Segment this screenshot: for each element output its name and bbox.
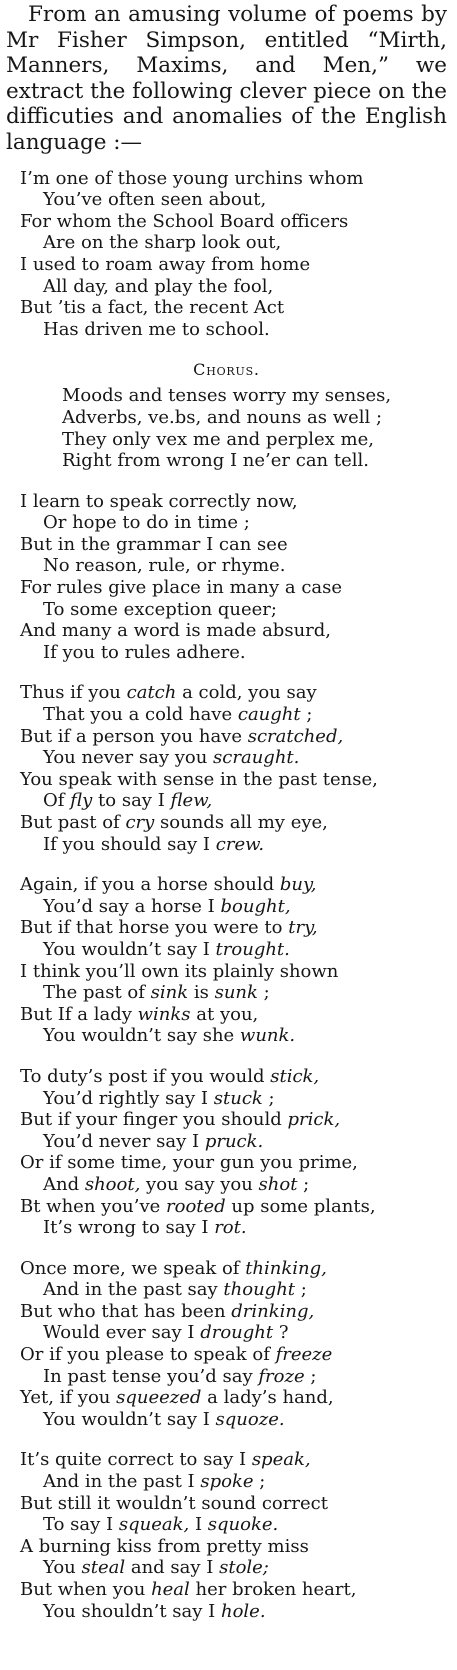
- verse-line: [6, 211, 447, 233]
- verse-text: Moods and tenses worry my senses,: [62, 385, 392, 407]
- verse-line: [6, 385, 447, 407]
- verse-text: at you,: [190, 1003, 259, 1025]
- italic-word: stole;: [219, 1557, 269, 1579]
- verse-text: I learn to speak correctly now,: [20, 490, 298, 512]
- verse-text: Right from wrong I ne’er can tell.: [62, 450, 369, 472]
- intro-paragraph: From an amusing volume of poems by Mr Fisher Simpson, entitled “Mirth, Manners, Maxims, and Men,” we extract the following clever piece on the difficuties and anomalies of the English language :—: [6, 2, 447, 155]
- verse-line: [6, 1449, 447, 1471]
- verse-line: [6, 682, 447, 704]
- verse-line: [6, 642, 447, 664]
- verse-text: sounds all my eye,: [154, 812, 328, 833]
- italic-word: drought: [200, 1322, 274, 1344]
- verse-line: [6, 769, 447, 791]
- verse-line: [6, 1301, 447, 1323]
- italic-word: flew,: [170, 790, 213, 812]
- italic-word: rooted: [166, 1195, 226, 1217]
- verse-text: To say I: [43, 1514, 119, 1536]
- verse-text: ?: [273, 1322, 289, 1344]
- verse-text: I think you’ll own its plainly shown: [20, 960, 339, 982]
- stanza-5: [6, 1066, 447, 1239]
- verse-text: Or if you please to speak of: [20, 1344, 276, 1366]
- italic-word: heal: [151, 1579, 190, 1600]
- chorus-heading: Chorus.: [193, 360, 260, 380]
- verse-text: is: [188, 982, 215, 1004]
- italic-word: squeezed: [116, 1387, 202, 1409]
- verse-line: [6, 939, 447, 961]
- verse-line: [6, 1557, 447, 1579]
- italic-word: rot.: [214, 1217, 247, 1239]
- verse-text: That you a cold have: [43, 704, 238, 726]
- verse-line: [6, 982, 447, 1004]
- verse-line: [6, 812, 447, 834]
- italic-word: shot: [258, 1173, 298, 1195]
- verse-text: and say I: [125, 1557, 220, 1579]
- italic-word: try,: [288, 917, 318, 939]
- verse-line: [6, 917, 447, 939]
- italic-word: bought,: [220, 895, 291, 917]
- verse-line: [6, 961, 447, 983]
- verse-text: In past tense you’d say: [43, 1365, 259, 1387]
- verse-text: You’d rightly say I: [43, 1087, 214, 1109]
- verse-text: You wouldn’t say she: [43, 1025, 240, 1047]
- italic-word: buy,: [279, 874, 317, 896]
- verse-line: [6, 1366, 447, 1388]
- verse-text: But ’tis a fact, the recent Act: [20, 297, 285, 319]
- verse-text: You speak with sense in the past tense,: [20, 768, 378, 790]
- verse-text: To duty’s post if you would: [20, 1065, 271, 1087]
- verse-text: a cold, you say: [176, 682, 317, 704]
- verse-line: [6, 232, 447, 254]
- verse-text: But If a lady: [20, 1003, 138, 1025]
- verse-line: [6, 1196, 447, 1218]
- stanza-3: [6, 682, 447, 855]
- verse-line: [6, 1344, 447, 1366]
- verse-line: [6, 319, 447, 341]
- verse-text: Of: [43, 790, 71, 812]
- verse-text: up some plants,: [225, 1195, 376, 1217]
- italic-word: pruck.: [204, 1130, 264, 1152]
- verse-text: But in the grammar I can see: [20, 533, 288, 555]
- italic-word: trought.: [215, 938, 290, 960]
- verse-text: ;: [295, 1279, 307, 1301]
- verse-line: [6, 704, 447, 726]
- verse-text: You: [43, 1557, 82, 1579]
- verse-text: Again, if you a horse should: [20, 874, 280, 896]
- verse-text: A burning kiss from pretty miss: [20, 1535, 309, 1557]
- verse-text: Or if some time, your gun you prime,: [20, 1152, 358, 1174]
- verse-text: Bt when you’ve: [20, 1195, 167, 1217]
- verse-text: You wouldn’t say I: [43, 1408, 216, 1430]
- verse-text: you say you: [140, 1173, 259, 1195]
- verse-text: But if your finger you should: [20, 1109, 288, 1131]
- stanza-2: [6, 491, 447, 664]
- verse-text: And: [43, 1173, 85, 1195]
- italic-word: cry: [125, 812, 155, 833]
- verse-line: [6, 189, 447, 211]
- verse-text: Would ever say I: [43, 1322, 201, 1344]
- italic-word: scratched,: [247, 725, 344, 747]
- verse-text: No reason, rule, or rhyme.: [43, 555, 286, 577]
- italic-word: shoot,: [84, 1173, 141, 1195]
- verse-text: For whom the School Board officers: [20, 210, 349, 232]
- verse-line: [6, 1493, 447, 1515]
- verse-text: Yet, if you: [20, 1387, 117, 1409]
- italic-word: hole.: [220, 1600, 266, 1622]
- verse-text: You’ve often seen about,: [43, 189, 267, 211]
- verse-line: [6, 1217, 447, 1239]
- verse-text: For rules give place in many a case: [20, 577, 343, 599]
- verse-text: But if a person you have: [20, 725, 248, 747]
- verse-text: ;: [257, 982, 270, 1004]
- verse-line: [6, 599, 447, 621]
- verse-text: You shouldn’t say I: [43, 1600, 221, 1622]
- verse-text: They only vex me and perplex me,: [62, 428, 374, 450]
- verse-line: [6, 1025, 447, 1047]
- verse-line: [6, 1409, 447, 1431]
- verse-line: [6, 896, 447, 918]
- verse-text: I’m one of those young urchins whom: [20, 167, 364, 189]
- verse-line: [6, 450, 447, 472]
- verse-line: [6, 1387, 447, 1409]
- italic-word: thinking,: [245, 1257, 327, 1279]
- verse-text: Thus if you: [20, 682, 127, 704]
- stanza-1: [6, 168, 447, 341]
- verse-line: [6, 1471, 447, 1493]
- verse-text: Are on the sharp look out,: [43, 232, 282, 254]
- italic-word: catch: [126, 682, 177, 704]
- verse-text: to say I: [92, 790, 171, 812]
- verse-text: ;: [297, 1173, 310, 1195]
- verse-line: [6, 1322, 447, 1344]
- verse-text: But if that horse you were to: [20, 917, 289, 939]
- verse-text: And in the past I: [43, 1471, 201, 1493]
- verse-text: It’s quite correct to say I: [20, 1449, 252, 1471]
- italic-word: spoke: [200, 1471, 254, 1493]
- verse-line: [6, 491, 447, 513]
- italic-word: thought: [223, 1279, 296, 1301]
- verse-text: Or hope to do in time ;: [43, 512, 250, 534]
- verse-line: [6, 407, 447, 429]
- verse-text: Adverbs, ve.bs, and nouns as well ;: [62, 406, 383, 428]
- verse-text: You wouldn’t say I: [43, 938, 216, 960]
- verse-text: It’s wrong to say I: [43, 1217, 215, 1239]
- verse-text: But past of: [20, 812, 126, 833]
- verse-line: [6, 1514, 447, 1536]
- verse-line: [6, 555, 447, 577]
- italic-word: fly: [70, 790, 93, 812]
- italic-word: freeze: [275, 1344, 333, 1366]
- verse-text: Has driven me to school.: [43, 318, 270, 340]
- verse-line: [6, 620, 447, 642]
- italic-word: drinking,: [231, 1300, 315, 1322]
- verse-text: ;: [300, 704, 313, 726]
- verse-line: [6, 297, 447, 319]
- italic-word: steal: [81, 1557, 126, 1579]
- stanza-4: [6, 874, 447, 1047]
- verse-text: ;: [253, 1471, 266, 1493]
- verse-line: [6, 726, 447, 748]
- italic-word: squeak,: [118, 1514, 190, 1536]
- verse-line: [6, 1109, 447, 1131]
- italic-word: crew.: [215, 833, 265, 855]
- verse-text: The past of: [43, 982, 151, 1004]
- italic-word: wunk.: [239, 1025, 296, 1047]
- stanza-7: [6, 1449, 447, 1622]
- italic-word: scraught.: [213, 747, 300, 769]
- chorus: [6, 385, 447, 471]
- verse-text: But still it wouldn’t sound correct: [20, 1492, 328, 1514]
- verse-line: [6, 790, 447, 812]
- italic-word: caught: [237, 704, 301, 726]
- verse-line: [6, 512, 447, 534]
- verse-text: If you to rules adhere.: [43, 641, 246, 663]
- verse-text: Once more, we speak of: [20, 1257, 246, 1279]
- verse-text: And in the past say: [43, 1279, 224, 1301]
- italic-word: squoze.: [215, 1408, 285, 1430]
- verse-text: If you should say I: [43, 833, 216, 855]
- verse-text: a lady’s hand,: [201, 1387, 334, 1409]
- verse-line: [6, 1088, 447, 1110]
- verse-line: [6, 747, 447, 769]
- verse-line: [6, 1536, 447, 1558]
- verse-line: [6, 1258, 447, 1280]
- italic-word: stick,: [270, 1065, 320, 1087]
- verse-line: [6, 834, 447, 856]
- verse-text: And many a word is made absurd,: [20, 620, 332, 642]
- italic-word: stuck: [213, 1087, 263, 1109]
- verse-text: You’d say a horse I: [43, 895, 221, 917]
- verse-text: ;: [304, 1365, 317, 1387]
- verse-line: [6, 1152, 447, 1174]
- verse-line: [6, 577, 447, 599]
- verse-text: You never say you: [43, 747, 214, 769]
- verse-line: [6, 276, 447, 298]
- italic-word: speak,: [251, 1449, 311, 1471]
- italic-word: sunk: [214, 982, 258, 1004]
- verse-text: her broken heart,: [189, 1579, 357, 1600]
- italic-word: froze: [258, 1365, 305, 1387]
- verse-text: But who that has been: [20, 1300, 232, 1322]
- verse-text: All day, and play the fool,: [43, 275, 274, 297]
- verse-line: [6, 254, 447, 276]
- verse-line: [6, 1004, 447, 1026]
- verse-line: [6, 1601, 447, 1623]
- italic-word: squoke.: [207, 1514, 279, 1536]
- italic-word: winks: [137, 1003, 191, 1025]
- verse-line: [6, 1579, 447, 1601]
- stanza-6: [6, 1258, 447, 1431]
- verse-text: I used to roam away from home: [20, 253, 311, 275]
- verse-text: ;: [262, 1087, 275, 1109]
- italic-word: prick,: [287, 1109, 341, 1131]
- verse-line: [6, 1279, 447, 1301]
- verse-text: To some exception queer;: [43, 598, 277, 620]
- verse-line: [6, 168, 447, 190]
- verse-line: [6, 1131, 447, 1153]
- verse-line: [6, 874, 447, 896]
- verse-text: You’d never say I: [43, 1130, 205, 1152]
- verse-text: I: [189, 1514, 208, 1536]
- verse-line: [6, 1066, 447, 1088]
- verse-text: But when you: [20, 1579, 152, 1600]
- verse-line: [6, 534, 447, 556]
- verse-line: [6, 429, 447, 451]
- italic-word: sink: [150, 982, 189, 1004]
- verse-line: [6, 1174, 447, 1196]
